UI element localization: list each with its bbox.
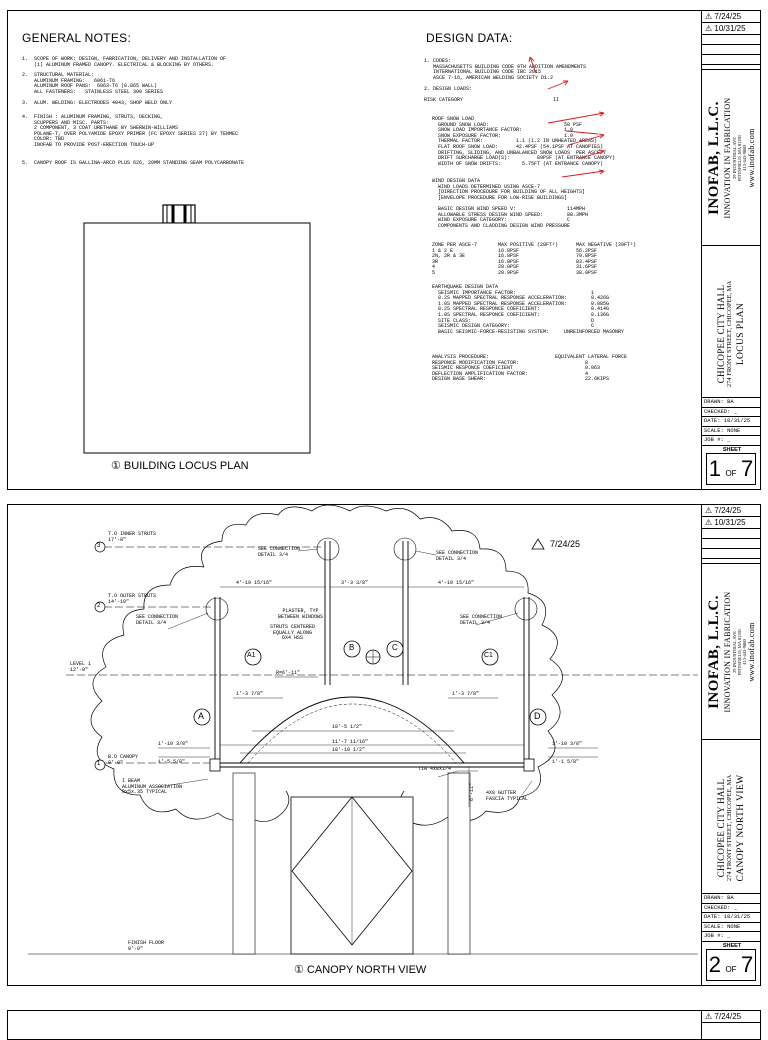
sheet-title: LOCUS PLAN <box>736 302 746 366</box>
grid-tag-c1: C1 <box>484 652 493 659</box>
sheet-partial <box>7 1010 761 1040</box>
total-sheets: 7 <box>741 456 754 481</box>
analysis-block: ANALYSIS PROCEDURE: EQUIVALENT LATERAL FORCE RESPONCE MODIFICATION FACTOR: 8 SEISMIC RESPONCE COEFICIENT 0.063 DEFLECTION AMPLIFICATION FACTOR: 4 DESIGN BASE SHEAR: 22.6KIPS <box>432 354 628 383</box>
of-label: OF <box>725 965 737 974</box>
firm-tagline: INNOVATION IN FABRICATION <box>723 591 732 713</box>
drawn-by: DRAWN: BA <box>702 398 760 408</box>
job-number: JOB #: _ <box>702 932 760 942</box>
dimension-label: 1'-3 7/8" <box>452 691 480 697</box>
sheet-number: 2 <box>708 952 721 977</box>
tia-note: TIA 4x8x1/4 <box>418 766 452 772</box>
dimension-label: 1'-5 5/8" <box>158 759 186 765</box>
revision-row: ⚠ 7/24/25 <box>702 11 760 23</box>
general-note-1: 1. SCOPE OF WORK: DESIGN, FABRICATION, DELIVERY AND INSTALLATION OF (1) ALUMINUM FRAMED CANOPY. ELECTRICAL & BLOCKING BY OTHERS. <box>22 56 227 68</box>
grid-tag-a1: A1 <box>247 652 256 659</box>
title-block <box>701 11 760 489</box>
dimension-label: 10'-10 1/2" <box>332 747 366 753</box>
design-data-heading: DESIGN DATA: <box>426 31 513 45</box>
dimension-label: 6'-11" <box>469 782 476 802</box>
general-notes-heading: GENERAL NOTES: <box>22 31 132 45</box>
gutter-note: 4X8 GUTTER FASCIA TYPICAL <box>486 790 529 802</box>
elevation-tag-1: 1 <box>97 761 101 767</box>
firm-block <box>702 563 760 740</box>
snow-block: ROOF SNOW LOAD GROUND SNOW LOAD: 50 PSF SNOW LOAD IMPORTANCE FACTOR: 1.0 SNOW EXPOSURE FACTOR: 1.0 THERMAL FACTOR: 1.1 (1.2 IN UNHEATED AREAS) FLAT ROOF SNOW LOAD: 42.4PSF (54.1PSF AT CANOPIES) DRIFTING, SLIDING, AND UNBALANCED SNOW LOADS PER ASCE-7 DRIFT SURCHARGE LOAD(S): 89PSF (AT ENTRANCE CANOPY) WIDTH OF SNOW DRIFTS: 5.75FT (AT ENTRANCE CANOPY) <box>432 116 616 167</box>
sheet-number-box <box>706 949 756 981</box>
project-name: CHICOPEE CITY HALL <box>716 778 726 878</box>
sheet-locus-plan <box>7 10 761 490</box>
grid-tag-b: B <box>349 643 355 652</box>
revision-row: ⚠ 7/24/25 <box>702 1011 760 1023</box>
connection-callout-right: SEE CONNECTION DETAIL 3/4 <box>460 614 503 626</box>
of-label: OF <box>725 469 737 478</box>
project-block <box>702 245 760 422</box>
title-block <box>701 1011 760 1039</box>
sheet-number-box <box>706 453 756 485</box>
codes-block: 1. CODES: MASSACHUSETTS BUILDING CODE 9TH ADDITION AMENDMENTS INTERNATIONAL BUILDING CODE IBC 2015 ASCE 7-16, AMERICAN WELDING SOCIETY D1.2 2. DESIGN LOADS: RISK CATEGORY II <box>424 58 587 104</box>
connection-callout-left: SEE CONNECTION DETAIL 3/4 <box>136 614 179 626</box>
firm-address-1: 29 INDUSTRIAL AVE <box>732 630 737 674</box>
elevation-tag-3: 3 <box>97 543 101 549</box>
project-address: 274 FRONT STREET, CHICOPEE, MA <box>726 280 733 388</box>
drawing-scale: SCALE: NONE <box>702 923 760 933</box>
plaster-note: PLASTER, TYP BETWEEN WINDOWS <box>278 608 324 620</box>
firm-address-3: 413-443-9880 <box>742 145 747 171</box>
building-locus-plan <box>78 201 328 457</box>
dimension-label: 1'-10 3/8" <box>158 741 189 747</box>
red-markup-arrows <box>508 51 608 201</box>
struts-centered-note: STRUTS CENTERED EQUALLY ALONG 6X4 HSS <box>270 624 316 642</box>
revision-row: ⚠ 10/31/25 <box>702 23 760 35</box>
canopy-caption: ① CANOPY NORTH VIEW <box>294 964 427 976</box>
title-block <box>701 505 760 985</box>
drawing-info <box>702 893 760 950</box>
firm-name: INOFAB, L.L.C. <box>706 101 722 215</box>
canopy-north-elevation <box>8 505 702 985</box>
firm-name: INOFAB, L.L.C. <box>706 595 722 709</box>
firm-website: www.inofab.com <box>747 622 756 682</box>
checked-by: CHECKED: _ <box>702 408 760 418</box>
dimension-label: 1'-1 5/8" <box>552 759 580 765</box>
total-sheets: 7 <box>741 952 754 977</box>
revision-row: ⚠ 10/31/25 <box>702 517 760 529</box>
wind-block: WIND DESIGN DATA WIND LOADS DETERMINED USING ASCE-7 [DIRECTION PROCEDURE FOR BUILDING OF ALL HEIGHTS] [ENVELOPE PROCEDURE FOR LOW-RISE BUILDINGS] BASIC DESIGN WIND SPEED V: 114MPH ALLOWABLE STRESS DESIGN WIND SPEED: 88.3MPH WIND EXPOSURE CATEGORY: C COMPONENTS AND CLADDING DESIGN WIND PRESSURE <box>432 178 589 229</box>
firm-block <box>702 69 760 246</box>
project-address: 274 FRONT STREET, CHICOPEE, MA <box>726 774 733 882</box>
dimension-label: 3'-3 3/8" <box>341 580 369 586</box>
general-note-4: 4. FINISH : ALUMINUM FRAMING, STRUTS, DECKING, SCUPPERS AND MISC. PARTS: 2 COMPONENT, 3 COAT URETHANE BY SHERWIN-WILLIAMS POLANE-T, OVER POLYAMIDE EPOXY PRIMER (FC EPOXY SERIES 27) BY TENMEC COLOR: TBD INOFAB TO PROVIDE POST-ERECTION TOUCH-UP <box>22 114 239 148</box>
connection-callout-left-top: SEE CONNECTION DETAIL 3/4 <box>258 546 301 558</box>
dimension-label: 1'-3 7/8" <box>236 691 264 697</box>
firm-address-2: PITTSFIELD, MA 01201 <box>737 628 742 676</box>
bo-canopy-level: B.O CANOPY 8'-0" <box>108 754 139 766</box>
dimension-label: 10'-5 1/2" <box>332 724 363 730</box>
general-note-2: 2. STRUCTURAL MATERIAL: ALUMINUM FRAMING: 6061-T6 ALUMINUM ROOF PANS: 6063-T6 (0.065 WALL) ALL FASTENERS: STAINLESS STEEL 300 SERIES <box>22 72 164 95</box>
finish-floor-level: FINISH FLOOR 0'-0" <box>128 940 165 952</box>
general-note-3: 3. ALUM. WELDING: ELECTRODES 4043, SHOP WELD ONLY <box>22 100 173 106</box>
drawing-info <box>702 397 760 454</box>
connection-callout-right-top: SEE CONNECTION DETAIL 3/4 <box>436 550 479 562</box>
firm-address-2: PITTSFIELD, MA 01201 <box>737 134 742 182</box>
sheet-label: SHEET <box>722 446 742 453</box>
inner-struts-level: T.O INNER STRUTS 17'-8" <box>108 531 157 543</box>
zone-table: ZONE PER ASCE-7 MAX POSITIVE (20FT²) MAX NEGATIVE (20FT²) 1 & 2 E 16.8PSF 56.2PSF 2N, 2R & 3E 16.8PSF 70.8PSF 3R 16.8PSF 83.4PSF 4 28.0PSF 31.6PSF 5 28.0PSF 38.0PSF <box>432 242 637 276</box>
drawing-date: DATE: 10/31/25 <box>702 913 760 923</box>
grid-tag-a: A <box>198 711 205 721</box>
firm-address-3: 413-443-9880 <box>742 639 747 665</box>
radius-label: R=6'-11" <box>276 670 301 676</box>
ibeam-note: I BEAM ALUMINUM ASSOCIATION 8x5x.35 TYPICAL <box>122 778 183 796</box>
job-number: JOB #: _ <box>702 436 760 446</box>
project-name: CHICOPEE CITY HALL <box>716 284 726 384</box>
revision-row: ⚠ 7/24/25 <box>702 505 760 517</box>
sheet-title: CANOPY NORTH VIEW <box>736 774 746 882</box>
locus-caption: ① BUILDING LOCUS PLAN <box>111 460 249 472</box>
dimension-label: 1'-10 3/8" <box>552 741 583 747</box>
project-block <box>702 739 760 916</box>
drawing-date: DATE: 10/31/25 <box>702 417 760 427</box>
sheet-canopy-north-view <box>7 504 761 986</box>
dimension-label: 11'-7 11/16" <box>332 739 369 745</box>
firm-address-1: 29 INDUSTRIAL AVE <box>732 136 737 180</box>
drawing-scale: SCALE: NONE <box>702 427 760 437</box>
sheet-label: SHEET <box>722 942 742 949</box>
outer-struts-level: T.O OUTER STRUTS 14'-10" <box>108 593 157 605</box>
sheet-number: 1 <box>708 456 721 481</box>
grid-tag-c: C <box>392 643 398 652</box>
dimension-label: 4'-10 15/16" <box>438 580 475 586</box>
level-1-label: LEVEL 1 12'-0" <box>70 661 92 673</box>
checked-by: CHECKED: _ <box>702 904 760 914</box>
grid-tag-d: D <box>534 711 541 721</box>
seismic-block: EARTHQUAKE DESIGN DATA SEISMIC IMPORTANCE FACTOR: 1 0.2S MAPPED SPECTRAL RESPONSE ACCELERATION: 0.426G 1.0S MAPPED SPECTRAL RESPONSE ACCELERATION: 0.085G 0.2S SPECTRAL RESPONCE COEFICIENT: 0.414G 1.0S SPECTRAL RESPONCE COEFICIENT: 0.136G SITE CLASS: D SEISMIC DESIGN CATEGORY: C BASIC SEISMIC-FORCE-RESISTING SYSTEM: UNREINFORCED MASONRY <box>432 284 625 335</box>
drawn-by: DRAWN: BA <box>702 894 760 904</box>
revision-flag: 7/24/25 <box>550 539 581 549</box>
firm-website: www.inofab.com <box>747 128 756 188</box>
firm-tagline: INNOVATION IN FABRICATION <box>723 97 732 219</box>
general-note-5: 5. CANOPY ROOF IS GALLINA-ARCO PLUS 626, 20MM STANDING SEAM POLYCARBONATE <box>22 160 245 166</box>
elevation-tag-2: 2 <box>97 603 101 609</box>
dimension-label: 4'-10 15/16" <box>236 580 273 586</box>
